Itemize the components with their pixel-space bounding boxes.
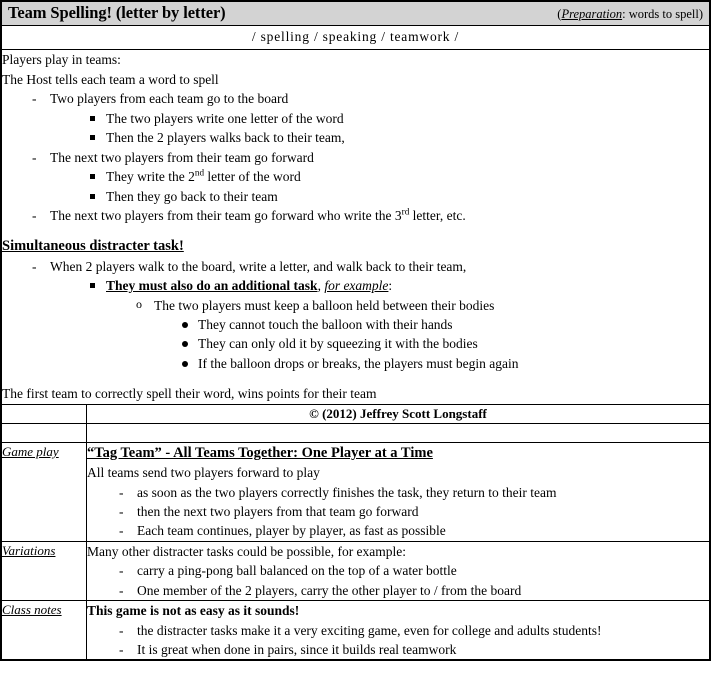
sections-table	[1, 404, 710, 661]
body-cell	[2, 50, 710, 404]
dash-bullet-icon: -	[119, 523, 124, 539]
list-item-text-tail: letter, etc.	[409, 207, 466, 223]
list-item	[87, 640, 709, 659]
section-label: Class notes	[2, 602, 62, 618]
body-row	[2, 50, 710, 404]
intro-line: The Host tells each team a word to spell	[2, 71, 219, 87]
list-item	[2, 167, 709, 186]
square-bullet-icon	[90, 174, 95, 179]
dash-bullet-icon: -	[119, 582, 124, 598]
top-table	[1, 1, 710, 405]
section-lead: All teams send two players forward to play	[87, 465, 320, 481]
list-item-text-tail: :	[388, 278, 393, 294]
title-row	[2, 2, 710, 26]
list-item	[2, 276, 709, 295]
list-item-text: The next two players from their team go forward who write the 3	[50, 207, 402, 223]
spacer-right-cell	[87, 423, 710, 442]
dash-bullet-icon: -	[119, 503, 124, 519]
section-label: Variations	[2, 542, 56, 558]
distracter-heading: Simultaneous distracter task!	[2, 238, 184, 255]
circle-filled-bullet-icon	[182, 322, 188, 328]
dash-bullet-icon: -	[119, 622, 124, 638]
square-bullet-icon	[90, 283, 95, 288]
square-bullet-icon	[90, 194, 95, 199]
list-item	[2, 296, 709, 315]
section-row-class-notes	[2, 601, 710, 660]
list-item	[2, 257, 709, 276]
ordinal-suffix: rd	[401, 206, 410, 217]
list-item-text: They write the 2	[106, 169, 195, 185]
circle-hollow-bullet-icon: o	[136, 296, 142, 311]
list-item-text: Then the 2 players walks back to their team,	[106, 130, 345, 146]
list-item	[87, 521, 709, 540]
section-label-cell-class-notes	[2, 601, 87, 660]
list-item-text: They can only old it by squeezing it with the bodies	[198, 336, 478, 352]
tags-cell	[2, 26, 710, 50]
section-label-cell-game-play	[2, 442, 87, 541]
list-item-text-tail: letter of the word	[204, 169, 301, 185]
section-heading: This game is not as easy as it sounds!	[87, 603, 300, 619]
intro-line: Players play in teams:	[2, 52, 121, 68]
copyright-label-cell	[2, 404, 87, 423]
list-item-text: Each team continues, player by player, as fast as possible	[137, 523, 446, 539]
square-bullet-icon	[90, 135, 95, 140]
dash-bullet-icon: -	[32, 258, 37, 274]
list-item-text-bold: They must also do an additional task	[106, 278, 318, 294]
circle-filled-bullet-icon	[182, 361, 188, 367]
preparation-rest: : words to spell)	[622, 7, 703, 21]
list-item	[2, 354, 709, 373]
preparation-label: Preparation	[561, 7, 623, 21]
list-item	[87, 621, 709, 640]
dash-bullet-icon: -	[32, 91, 37, 107]
list-item	[2, 334, 709, 353]
copyright-text: © (2012) Jeffrey Scott Longstaff	[309, 405, 487, 421]
list-item-text: One member of the 2 players, carry the other player to / from the board	[137, 582, 522, 598]
list-item-text-mid: ,	[317, 278, 325, 294]
title-cell	[2, 2, 710, 26]
list-item-text: It is great when done in pairs, since it builds real teamwork	[137, 642, 457, 657]
section-label: Game play	[2, 443, 59, 459]
section-content-class-notes	[87, 601, 710, 660]
tags-line: / spelling / speaking / teamwork /	[251, 29, 460, 45]
list-item-text: carry a ping-pong ball balanced on the top of a water bottle	[137, 563, 457, 579]
section-label-cell-variations	[2, 541, 87, 600]
spacer-left-cell	[2, 423, 87, 442]
list-item-text: Then they go back to their team	[106, 188, 278, 204]
copyright-cell	[87, 404, 710, 423]
section-row-variations	[2, 541, 710, 600]
list-item	[87, 502, 709, 521]
list-item-text: If the balloon drops or breaks, the players must begin again	[198, 355, 519, 371]
list-item	[2, 187, 709, 206]
section-lead: Many other distracter tasks could be possible, for example:	[87, 543, 407, 559]
list-item-text: They cannot touch the balloon with their hands	[198, 317, 453, 333]
list-item-text-italic: for example	[324, 278, 389, 294]
list-item-text: The two players must keep a balloon held between their bodies	[154, 297, 495, 313]
list-item	[87, 483, 709, 502]
closing-line: The first team to correctly spell their word, wins points for their team	[2, 386, 377, 402]
list-item-text: as soon as the two players correctly finishes the task, they return to their team	[137, 484, 557, 500]
section-content-game-play	[87, 442, 710, 541]
list-item	[2, 109, 709, 128]
preparation-note	[557, 7, 703, 22]
list-item-text: When 2 players walk to the board, write a letter, and walk back to their team,	[50, 258, 467, 274]
circle-filled-bullet-icon	[182, 341, 188, 347]
preparation-open: (	[557, 7, 562, 21]
section-row-game-play	[2, 442, 710, 541]
list-item-text: Two players from each team go to the board	[50, 91, 289, 107]
square-bullet-icon	[90, 116, 95, 121]
list-item	[87, 581, 709, 600]
list-item	[2, 89, 709, 108]
list-item	[2, 128, 709, 147]
list-item-text: the distracter tasks make it a very exciting game, even for college and adults students!	[137, 622, 602, 638]
list-item-text: The next two players from their team go forward	[50, 149, 314, 165]
dash-bullet-icon: -	[32, 207, 37, 223]
copyright-row	[2, 404, 710, 423]
spacer-row	[2, 423, 710, 442]
list-item-text: then the next two players from that team go forward	[137, 503, 419, 519]
dash-bullet-icon: -	[119, 484, 124, 500]
list-item	[87, 561, 709, 580]
list-item-text: The two players write one letter of the word	[106, 110, 344, 126]
dash-bullet-icon: -	[32, 149, 37, 165]
ordinal-suffix: nd	[194, 167, 205, 178]
section-content-variations	[87, 541, 710, 600]
list-item	[2, 206, 709, 225]
dash-bullet-icon: -	[119, 563, 124, 579]
page-title: Team Spelling! (letter by letter)	[8, 3, 226, 22]
tags-row	[2, 26, 710, 50]
list-item	[2, 148, 709, 167]
section-heading: “Tag Team” - All Teams Together: One Player at a Time	[87, 444, 433, 461]
list-item	[2, 315, 709, 334]
dash-bullet-icon: -	[119, 642, 124, 657]
